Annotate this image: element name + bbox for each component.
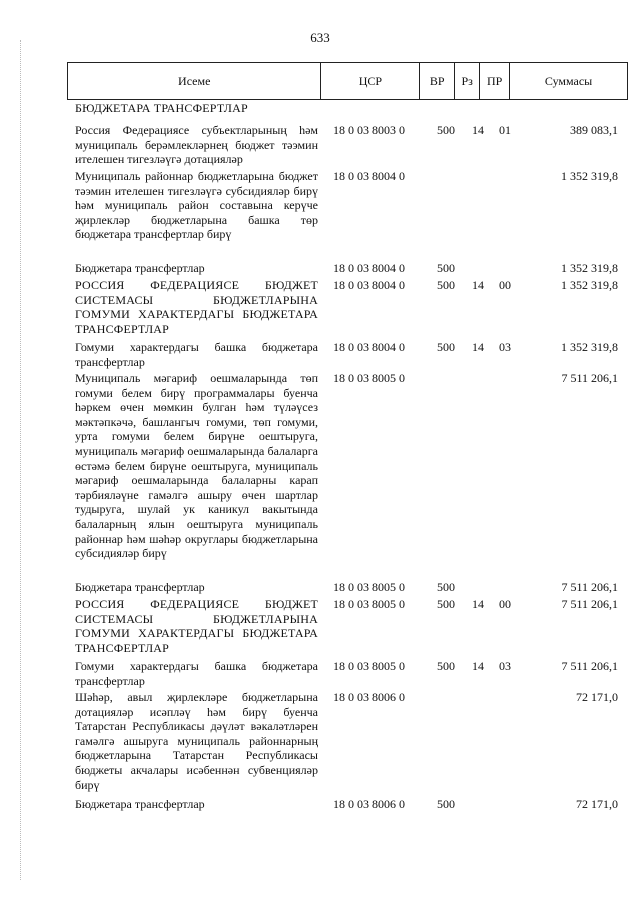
row-name: Муниципаль мәгариф оешмаларында төп гомуми белем бирү программалары буенча һәркем өчен мөмкин булган һәм түләүсез мәктәпкәчә, башлангыч гомуми, төп гомуми, урта гомуми белем бирүне оештыруга, муниципаль мәгариф оешмаларында балаларга өстәмә белем бирүне оештыруга, муниципаль мәгариф оешмаларында балаларны карап тәрбияләүне гамәлгә ашыру өчен шартлар тудыруга, шулай ук каникул вакытында балаларның ялын оештыруга муниципаль районнар һәм шәһәр округлары бюджетларына субсидияләр бирү — [75, 371, 318, 561]
row-rz: 14 — [472, 278, 484, 292]
row-sum: 72 171,0 — [576, 797, 618, 811]
row-name: Шәһәр, авыл җирлекләре бюджетларына дотацияләр исәпләү һәм бирү буенча Татарстан Республикасы дәүләт вәкаләтләрен гамәлгә ашыруга муниципаль районнарның бюджетларына Татарстан Республикасы бюджеты акчалары исәбеннән субвенцияләр бирү — [75, 690, 318, 792]
row-vr: 500 — [437, 278, 455, 292]
row-sum: 7 511 206,1 — [561, 580, 618, 594]
row-sum: 389 083,1 — [570, 123, 618, 137]
row-sum: 1 352 319,8 — [561, 278, 618, 292]
row-name: РОССИЯ ФЕДЕРАЦИЯСЕ БЮДЖЕТ СИСТЕМАСЫ БЮДЖЕТЛАРЫНА ГОМУМИ ХАРАКТЕРДАГЫ БЮДЖЕТАРА ТРАНСФЕРТЛАР — [75, 278, 318, 336]
row-csr: 18 0 03 8005 0 — [333, 371, 405, 385]
row-sum: 7 511 206,1 — [561, 371, 618, 385]
row-rz: 14 — [472, 659, 484, 673]
row-name: Гомуми характердагы башка бюджетара трансфертлар — [75, 659, 318, 688]
row-vr: 500 — [437, 659, 455, 673]
table-header — [67, 62, 628, 100]
row-csr: 18 0 03 8005 0 — [333, 580, 405, 594]
row-sum: 1 352 319,8 — [561, 340, 618, 354]
row-name: Бюджетара трансфертлар — [75, 261, 205, 275]
row-vr: 500 — [437, 797, 455, 811]
header-pr: ПР — [480, 63, 510, 100]
row-sum: 1 352 319,8 — [561, 169, 618, 183]
row-name: Гомуми характердагы башка бюджетара трансфертлар — [75, 340, 318, 369]
row-csr: 18 0 03 8005 0 — [333, 597, 405, 611]
row-pr: 01 — [499, 123, 511, 137]
row-sum: 7 511 206,1 — [561, 597, 618, 611]
row-csr: 18 0 03 8006 0 — [333, 690, 405, 704]
header-csr: ЦСР — [321, 63, 420, 100]
row-csr: 18 0 03 8004 0 — [333, 169, 405, 183]
row-name: РОССИЯ ФЕДЕРАЦИЯСЕ БЮДЖЕТ СИСТЕМАСЫ БЮДЖЕТЛАРЫНА ГОМУМИ ХАРАКТЕРДАГЫ БЮДЖЕТАРА ТРАНСФЕРТЛАР — [75, 597, 318, 655]
header-name: Исеме — [68, 63, 321, 100]
row-pr: 03 — [499, 659, 511, 673]
row-csr: 18 0 03 8004 0 — [333, 278, 405, 292]
header-vr: ВР — [420, 63, 455, 100]
row-sum: 7 511 206,1 — [561, 659, 618, 673]
row-pr: 03 — [499, 340, 511, 354]
row-csr: 18 0 03 8005 0 — [333, 659, 405, 673]
row-sum: 72 171,0 — [576, 690, 618, 704]
header-sum: Суммасы — [510, 63, 628, 100]
row-name: Муниципаль районнар бюджетларына бюджет тәэмин ителешен тигезләүгә субсидияләр бирү һәм муниципаль район составына керүче җирлекләр бюджетларына башка төр бюджетара трансфертлар бирү — [75, 169, 318, 242]
row-rz: 14 — [472, 340, 484, 354]
row-vr: 500 — [437, 123, 455, 137]
row-pr: 00 — [499, 597, 511, 611]
header-rz: Рз — [455, 63, 480, 100]
row-csr: 18 0 03 8006 0 — [333, 797, 405, 811]
row-csr: 18 0 03 8004 0 — [333, 340, 405, 354]
row-vr: 500 — [437, 340, 455, 354]
row-pr: 00 — [499, 278, 511, 292]
row-csr: 18 0 03 8004 0 — [333, 261, 405, 275]
row-vr: 500 — [437, 597, 455, 611]
row-vr: 500 — [437, 580, 455, 594]
row-name: Россия Федерациясе субъектларының һәм муниципаль берәмлекләрнең бюджет тәэмин ителешен тигезләүгә дотацияләр — [75, 123, 318, 167]
row-csr: 18 0 03 8003 0 — [333, 123, 405, 137]
row-name: Бюджетара трансфертлар — [75, 580, 205, 594]
row-rz: 14 — [472, 597, 484, 611]
page-number: 633 — [310, 30, 330, 45]
row-sum: 1 352 319,8 — [561, 261, 618, 275]
row-name: БЮДЖЕТАРА ТРАНСФЕРТЛАР — [75, 101, 248, 115]
row-vr: 500 — [437, 261, 455, 275]
row-rz: 14 — [472, 123, 484, 137]
scan-margin-mark — [20, 40, 23, 880]
row-name: Бюджетара трансфертлар — [75, 797, 205, 811]
